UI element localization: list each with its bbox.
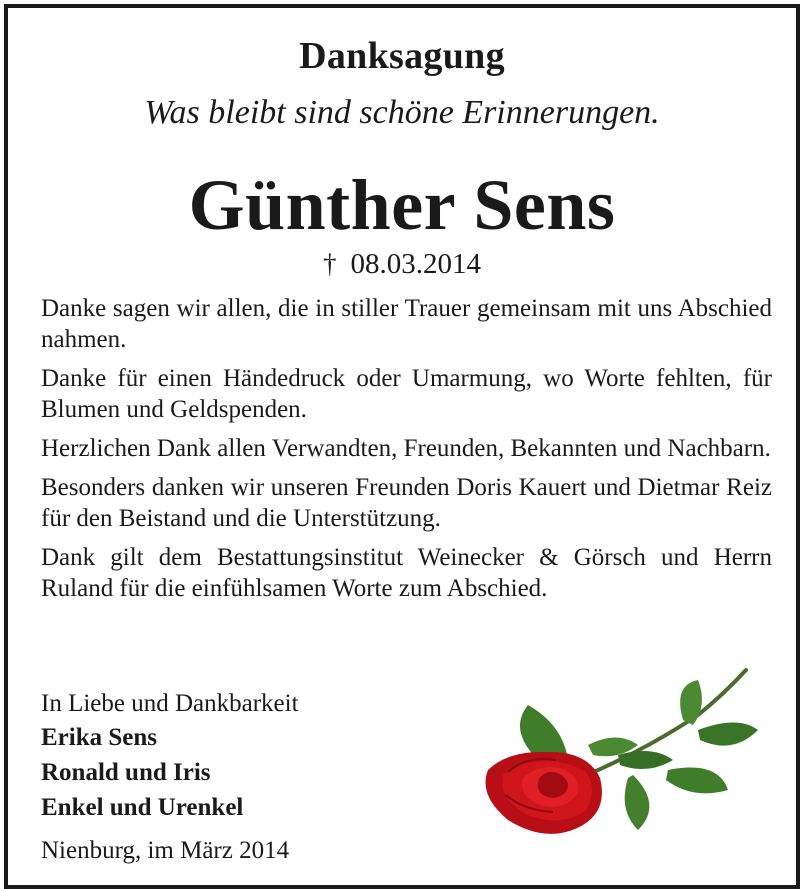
leaf <box>680 680 702 725</box>
paragraph: Danke für einen Händedruck oder Umarmung, wo Worte fehlten, für Blumen und Geldspenden. <box>41 365 772 423</box>
rose-bloom <box>486 752 602 834</box>
closing-intro: In Liebe und Dankbarkeit <box>41 690 299 717</box>
leaf <box>666 768 728 794</box>
signer-name: Erika Sens <box>41 724 158 751</box>
leaf <box>625 775 650 830</box>
death-line <box>8 248 796 281</box>
leaf <box>520 705 568 760</box>
closing-block <box>41 688 299 868</box>
signer-name: Ronald und Iris <box>41 759 211 786</box>
notice-heading: Danksagung <box>299 35 505 77</box>
leaf <box>698 723 758 746</box>
rose-illustration <box>468 660 768 840</box>
signer-name: Enkel und Urenkel <box>41 794 244 821</box>
cross-icon: † <box>323 249 337 279</box>
death-date: 08.03.2014 <box>350 248 481 280</box>
deceased-name: Günther Sens <box>188 165 616 245</box>
place-date: Nienburg, im März 2014 <box>41 837 290 864</box>
leaf <box>618 751 673 769</box>
paragraph: Danke sagen wir allen, die in stiller Trauer gemeinsam mit uns Abschied nahmen. <box>41 295 772 353</box>
thanks-text <box>41 293 772 612</box>
paragraph: Dank gilt dem Bestattungsinstitut Weinecker & Görsch und Herrn Ruland für die einfühlsamen Worte zum Abschied. <box>41 544 772 602</box>
paragraph: Besonders danken wir unseren Freunden Doris Kauert und Dietmar Reiz für den Beistand und die Unterstützung. <box>41 474 772 532</box>
notice-frame <box>4 4 800 889</box>
paragraph: Herzlichen Dank allen Verwandten, Freunden, Bekannten und Nachbarn. <box>41 435 771 462</box>
notice-motto: Was bleibt sind schöne Erinnerungen. <box>144 94 660 131</box>
